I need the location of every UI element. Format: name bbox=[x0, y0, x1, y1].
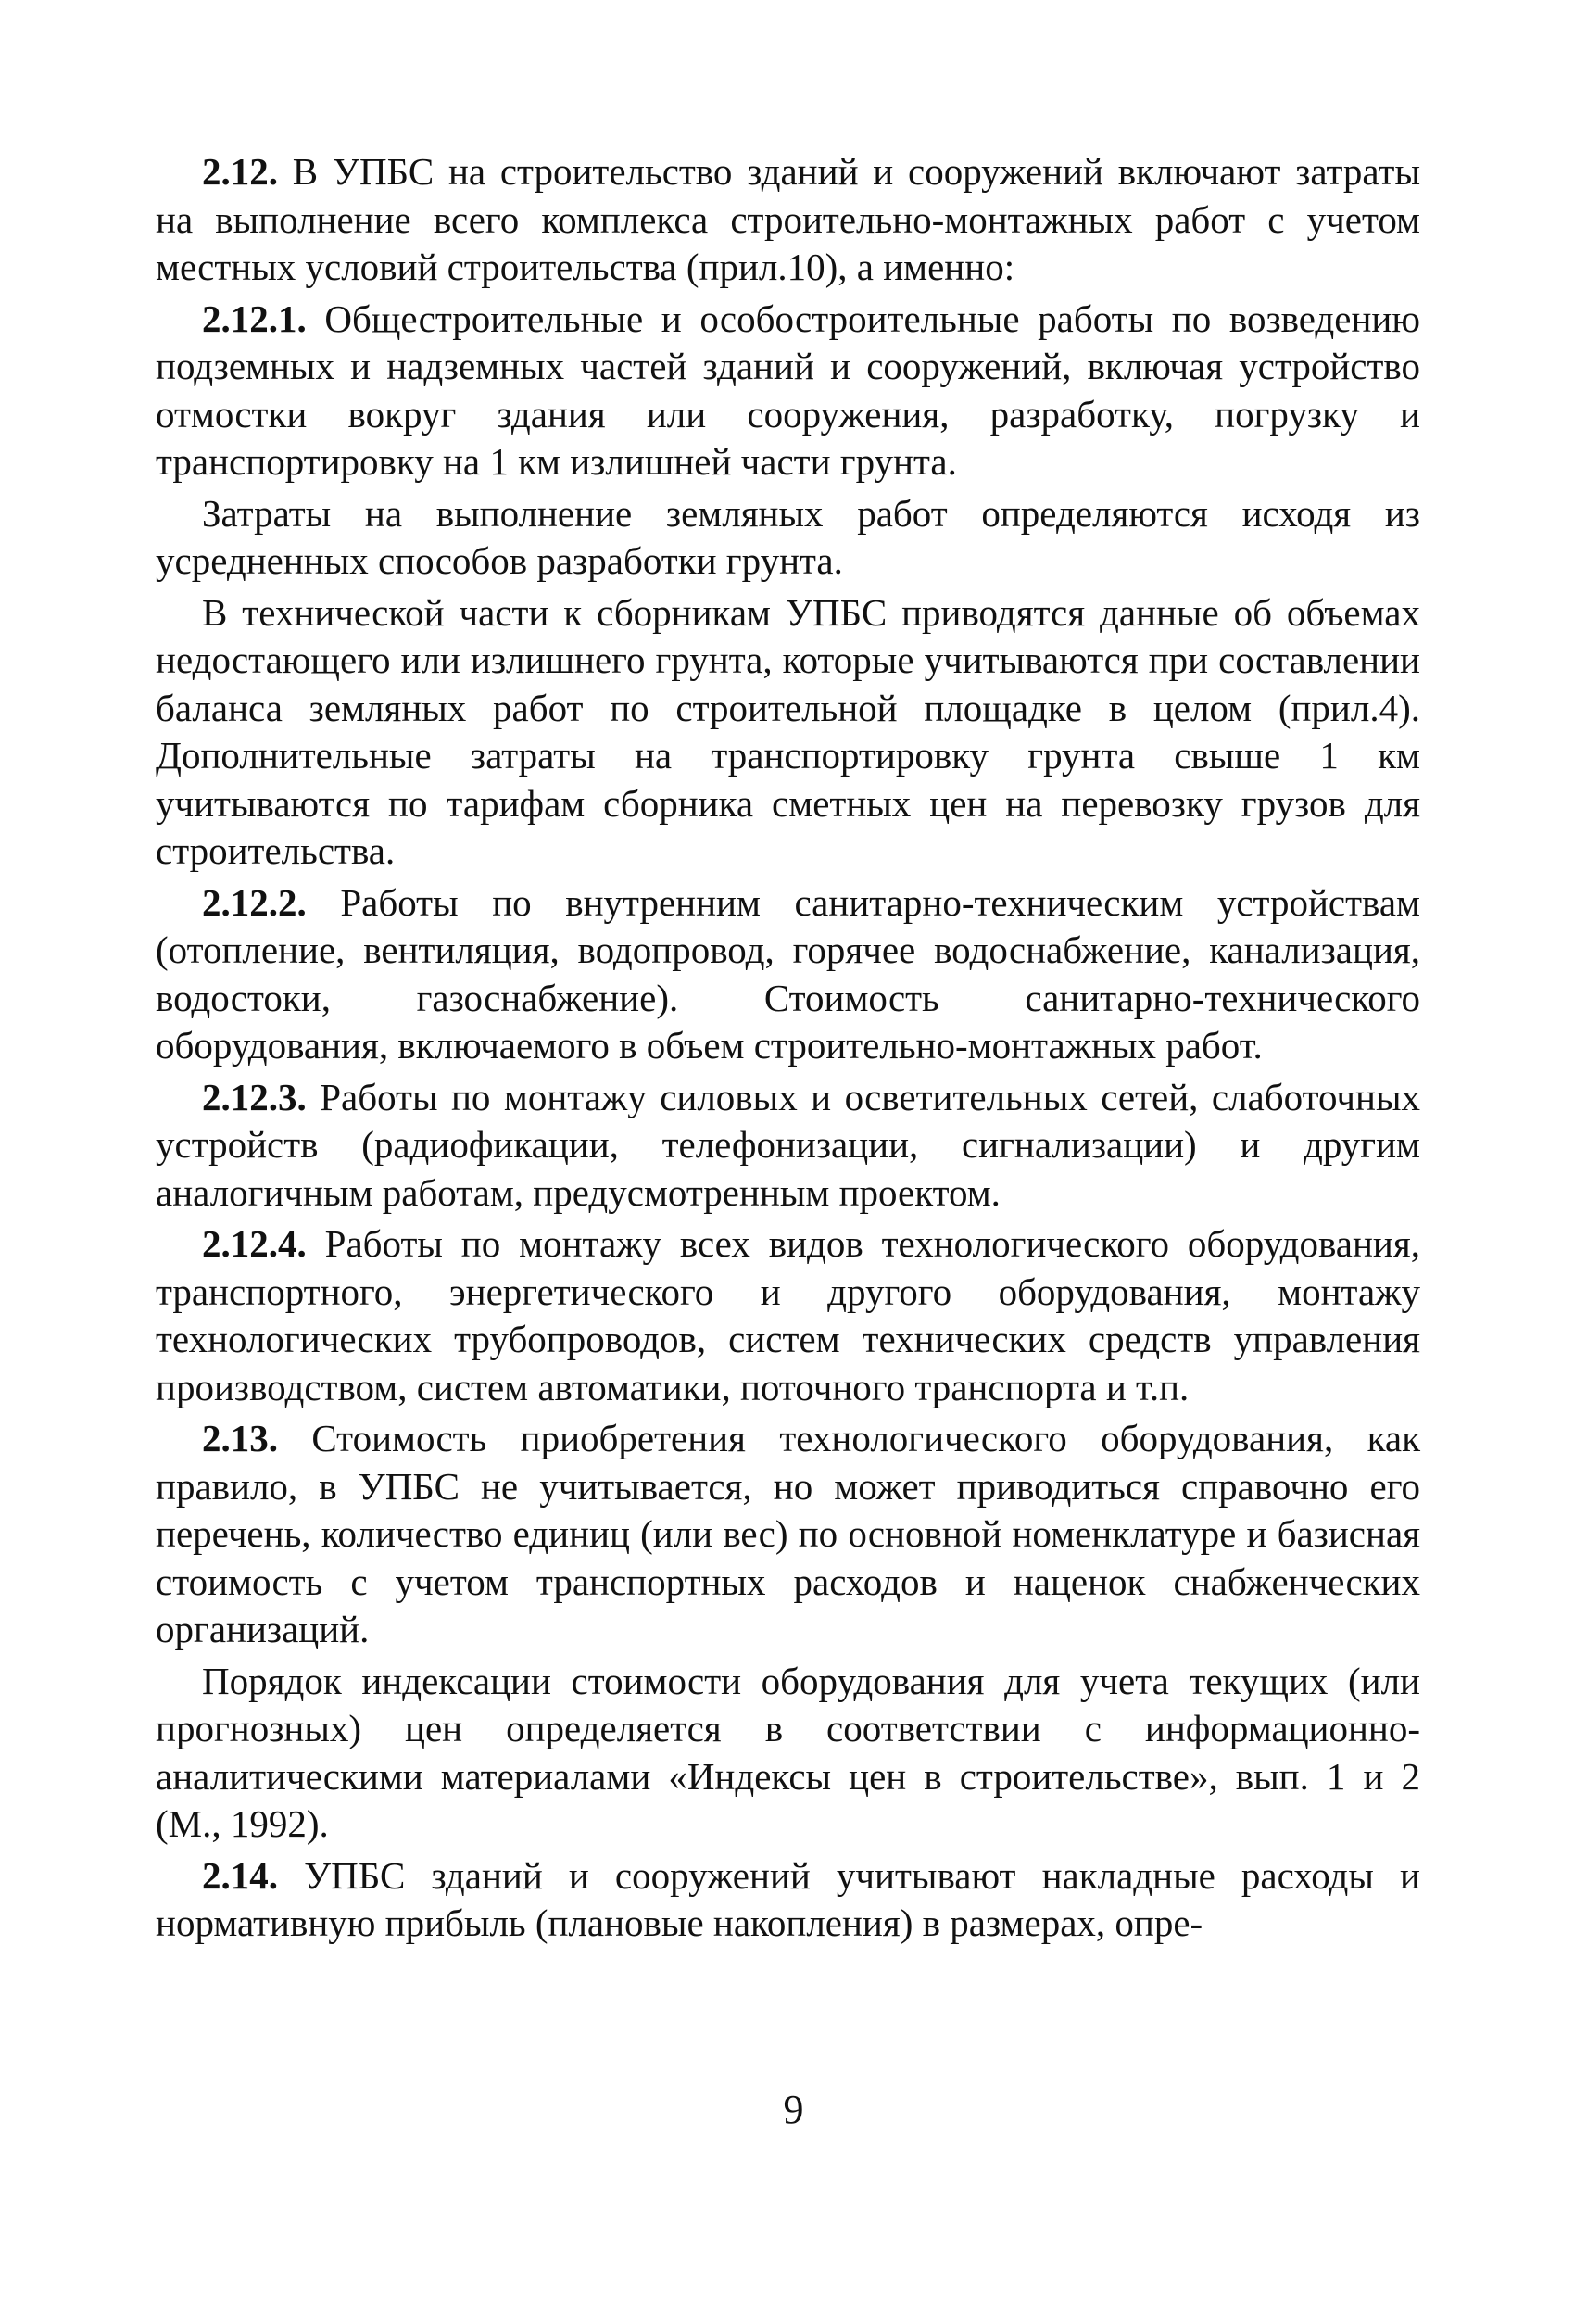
paragraph-technical-part bbox=[156, 589, 1420, 876]
section-number: 2.12.3. bbox=[202, 1075, 307, 1118]
paragraph-text: Работы по внутренним санитарно-техническим устройствам (отопление, вентиляция, водопровод, горячее водоснабжение, канализация, водостоки, газоснабжение). Стоимость санитарно-технического оборудования, включаемого в объем строительно-монтажных работ. bbox=[156, 880, 1420, 1067]
paragraph-2-12-1 bbox=[156, 296, 1420, 486]
section-number: 2.12.2. bbox=[202, 880, 307, 924]
paragraph-text: Общестроительные и особостроительные работы по возведению подземных и надземных частей зданий и сооружений, включая устройство отмостки вокруг здания или сооружения, разработку, погрузку и транспортировку на 1 км излишней части грунта. bbox=[156, 297, 1420, 483]
paragraph-text: Порядок индексации стоимости оборудования для учета текущих (или прогнозных) цен определяется в соответствии с информационно-аналитическими материалами «Индексы цен в строительстве», вып. 1 и 2 (М., 1992). bbox=[156, 1659, 1420, 1845]
paragraph-2-14 bbox=[156, 1852, 1420, 1948]
paragraph-text: Стоимость приобретения технологического оборудования, как правило, в УПБС не учитывается, но может приводиться справочно его перечень, количество единиц (или вес) по основной номенклатуре и базисная стоимость с учетом транспортных расходов и наценок снабженческих организаций. bbox=[156, 1417, 1420, 1650]
paragraph-indexation bbox=[156, 1658, 1420, 1849]
section-number: 2.12.1. bbox=[202, 297, 307, 340]
paragraph-earthworks-costs bbox=[156, 490, 1420, 586]
paragraph-text: Затраты на выполнение земляных работ определяются исходя из усредненных способов разработки грунта. bbox=[156, 491, 1420, 582]
paragraph-2-12-2 bbox=[156, 879, 1420, 1070]
document-body bbox=[156, 148, 1420, 1951]
paragraph-text: Работы по монтажу силовых и осветительных сетей, слаботочных устройств (радиофикации, телефонизации, сигнализации) и другим аналогичным работам, предусмотренным проектом. bbox=[156, 1075, 1420, 1214]
paragraph-2-12-3 bbox=[156, 1074, 1420, 1218]
section-number: 2.13. bbox=[202, 1417, 278, 1459]
paragraph-text: В технической части к сборникам УПБС приводятся данные об объемах недостающего или излишнего грунта, которые учитываются при составлении баланса земляных работ по строительной площадке в целом (прил.4). Дополнительные затраты на транспортировку грунта свыше 1 км учитываются по тарифам сборника сметных цен на перевозку грузов для строительства. bbox=[156, 590, 1420, 872]
section-number: 2.12. bbox=[202, 150, 278, 193]
paragraph-text: Работы по монтажу всех видов технологического оборудования, транспортного, энергетического и другого оборудования, монтажу технологических трубопроводов, систем технических средств управления производством, систем автоматики, поточного транспорта и т.п. bbox=[156, 1222, 1420, 1408]
paragraph-text: В УПБС на строительство зданий и сооружений включают затраты на выполнение всего комплекса строительно-монтажных работ с учетом местных условий строительства (прил.10), а именно: bbox=[156, 150, 1420, 288]
section-number: 2.14. bbox=[202, 1853, 278, 1897]
paragraph-text: УПБС зданий и сооружений учитывают накладные расходы и нормативную прибыль (плановые накопления) в размерах, опре- bbox=[156, 1853, 1420, 1944]
page-number: 9 bbox=[783, 2087, 804, 2132]
section-number: 2.12.4. bbox=[202, 1222, 307, 1265]
paragraph-2-13 bbox=[156, 1415, 1420, 1654]
paragraph-2-12-4 bbox=[156, 1220, 1420, 1411]
paragraph-2-12 bbox=[156, 148, 1420, 292]
